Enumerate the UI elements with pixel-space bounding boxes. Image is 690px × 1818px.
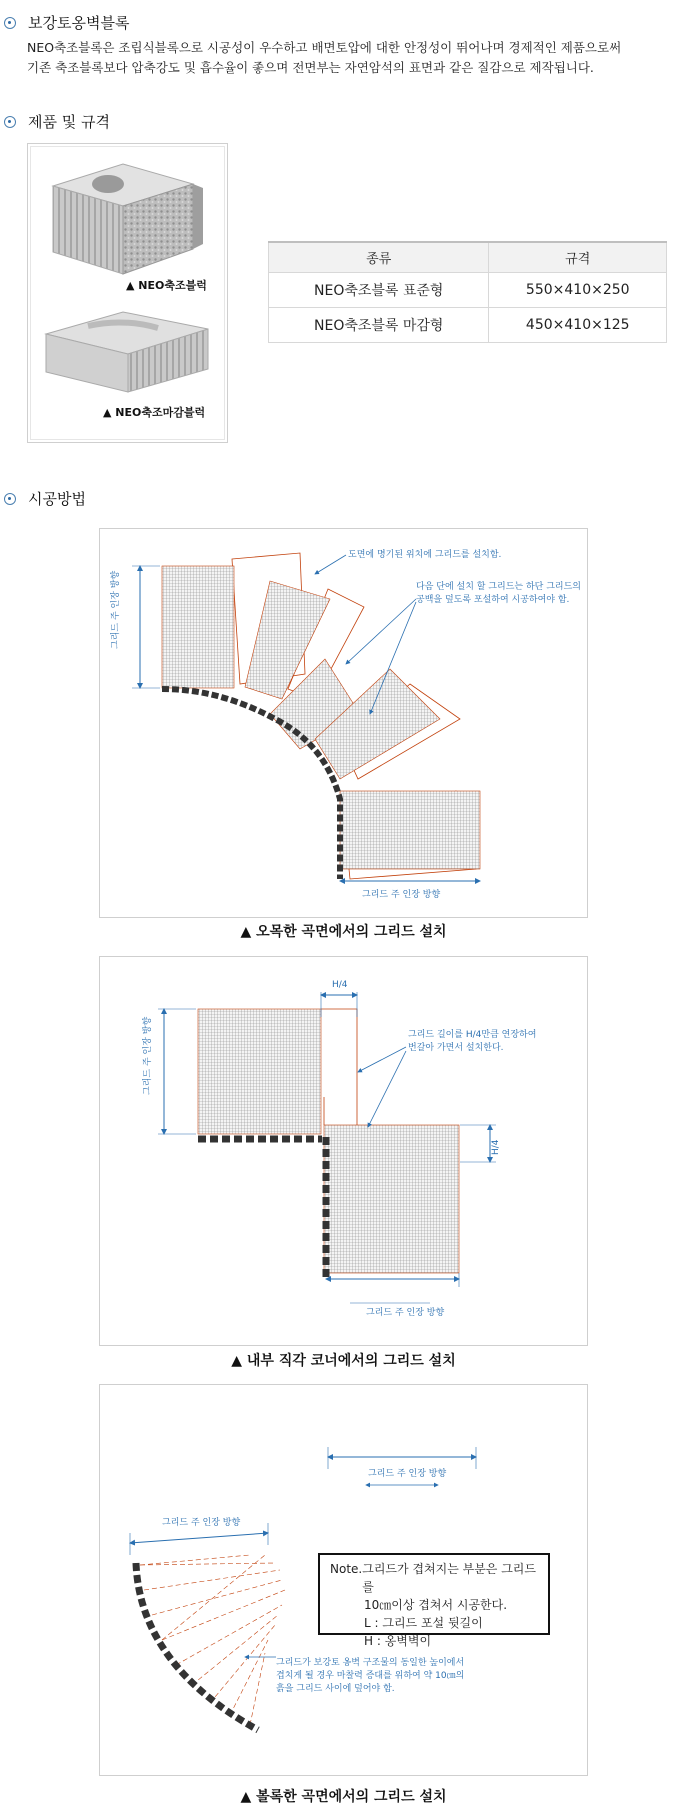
concave-curve-diagram <box>100 529 587 917</box>
neo-block-image <box>53 164 203 274</box>
fig2-h4-side: H/4 <box>491 1139 501 1155</box>
neo-finish-block-image <box>46 312 208 392</box>
photo1-caption: ▲ NEO축조블럭 <box>126 279 207 292</box>
note-line-3: L : 그리드 포설 뒷길이 <box>364 1616 483 1630</box>
header-spec: 규격 <box>489 242 667 273</box>
desc-line-2: 기존 축조블록보다 압축강도 및 흡수율이 좋으며 전면부는 자연암석의 표면과 같은 질감으로 제작됩니다. <box>27 60 594 75</box>
desc-line-1: NEO축조블록은 조립식블록으로 시공성이 우수하고 배면토압에 대한 안정성이 뛰어나며 경제적인 제품으로써 <box>27 40 622 55</box>
fig1-caption: ▲ 오목한 곡면에서의 그리드 설치 <box>240 924 447 940</box>
bullet-icon <box>4 17 16 29</box>
section-title-text: 제품 및 규격 <box>28 113 110 131</box>
note-line-4: H : 옹벽벽이 <box>364 1634 432 1648</box>
inner-corner-diagram <box>100 957 587 1345</box>
table-row <box>269 273 667 308</box>
bullet-icon <box>4 493 16 505</box>
section-title-reinforced-wall <box>0 12 129 33</box>
fig3-bottom-note3: 흙을 그리드 사이에 덮어야 함. <box>276 1684 395 1694</box>
product-photos <box>28 144 227 442</box>
table-row <box>269 308 667 343</box>
section-title-method <box>0 488 86 509</box>
section-title-products <box>0 111 110 132</box>
fig3-bottom-note2: 겹치게 될 경우 마찰력 증대를 위하여 약 10㎝의 <box>276 1671 465 1681</box>
section-title-text: 시공방법 <box>28 490 86 508</box>
note-line-2: 10㎝이상 겹쳐서 시공한다. <box>364 1598 508 1612</box>
fig2-note1: 그리드 길이를 H/4만큼 연장하여 <box>408 1030 537 1040</box>
photo2-caption: ▲ NEO축조마감블럭 <box>103 406 206 419</box>
fig2-bottom-label: 그리드 주 인장 방향 <box>366 1308 445 1318</box>
section-description <box>27 38 621 78</box>
bullet-icon <box>4 116 16 128</box>
fig3-left-label: 그리드 주 인장 방향 <box>162 1518 241 1528</box>
cell-spec: 450×410×125 <box>489 308 667 343</box>
cell-type: NEO축조블록 마감형 <box>269 308 489 343</box>
cell-type: NEO축조블록 표준형 <box>269 273 489 308</box>
product-photo-box <box>27 143 228 443</box>
fig3-top-right-label: 그리드 주 인장 방향 <box>368 1469 447 1479</box>
fig1-note-mid2: 공백을 덮도록 포설하여 시공하여야 함. <box>416 595 570 605</box>
fig3-caption: ▲ 볼록한 곡면에서의 그리드 설치 <box>240 1789 447 1805</box>
fig2-h4-top: H/4 <box>332 980 348 990</box>
fig3-bottom-note1: 그리드가 보강토 옹벽 구조물의 동일한 높이에서 <box>276 1658 465 1668</box>
figure-inner-corner <box>99 956 588 1346</box>
note-title: Note. <box>330 1562 363 1576</box>
fig2-caption: ▲ 내부 직각 코너에서의 그리드 설치 <box>231 1353 456 1369</box>
fig2-note2: 번갈아 가면서 설치한다. <box>408 1043 504 1053</box>
spec-table <box>268 241 667 343</box>
fig1-note-mid1: 다음 단에 설치 할 그리드는 하단 그리드의 <box>416 582 581 592</box>
fig3-note-box <box>318 1553 550 1648</box>
fig1-vertical-label: 그리드 주 인장 방향 <box>111 570 121 649</box>
note-line-1: 그리드가 겹쳐지는 부분은 그리드를 <box>362 1562 536 1594</box>
figure-concave-curve <box>99 528 588 918</box>
section-title-text: 보강토옹벽블록 <box>28 14 130 32</box>
fig1-note-top: 도면에 명기된 위치에 그리드를 설치함. <box>348 550 502 560</box>
fig2-vertical-label: 그리드 주 인장 방향 <box>143 1016 153 1095</box>
fig1-bottom-label: 그리드 주 인장 방향 <box>362 890 441 900</box>
table-header-row <box>269 242 667 273</box>
header-type: 종류 <box>269 242 489 273</box>
cell-spec: 550×410×250 <box>489 273 667 308</box>
note-line-1-row <box>330 1560 538 1596</box>
